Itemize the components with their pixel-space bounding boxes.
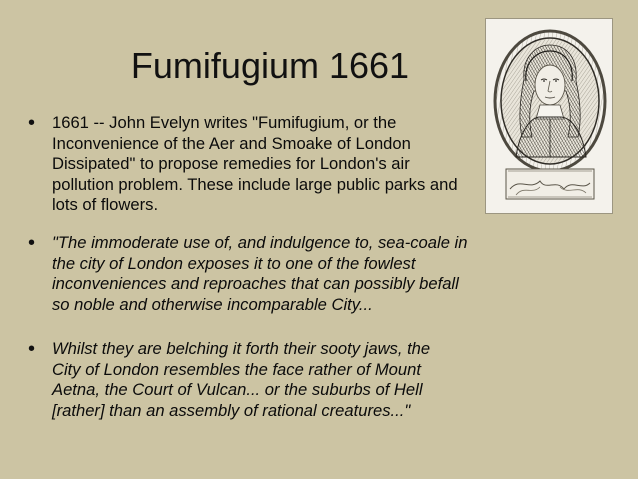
slide-title: Fumifugium 1661 [130, 45, 410, 86]
bullet-line: 1661 -- John Evelyn writes "Fumifugium, or the [52, 113, 397, 132]
bullet-line: Aetna, the Court of Vulcan... or the suburbs of Hell [52, 380, 423, 399]
bullet-line: "The immoderate use of, and indulgence to, sea-coale in [52, 233, 468, 252]
bullet-line: Inconvenience of the Aer and Smoake of London [52, 133, 411, 153]
bullet-marker: • [28, 112, 36, 134]
bullet-line: Dissipated" to propose remedies for London's air [52, 154, 410, 173]
bullet-line: so noble and otherwise incomparable City... [52, 294, 373, 314]
bullet-line: City of London resembles the face rather of Mount [52, 359, 421, 379]
bullet-marker: • [28, 232, 36, 254]
bullet-line: pollution problem. These include large public parks and [52, 174, 458, 194]
bullet-line: lots of flowers. [52, 195, 159, 214]
quote-text [52, 339, 430, 421]
quote-text [52, 233, 467, 315]
bullet-line: [rather] than an assembly of rational creatures..." [52, 400, 411, 420]
bullet-line: inconveniences and reproaches that can possibly befall [52, 274, 459, 293]
bullet-marker: • [28, 338, 36, 360]
bullet-line: the city of London exposes it to one of the fowlest [52, 253, 416, 273]
bullet-text [52, 113, 458, 216]
bullet-line: Whilst they are belching it forth their sooty jaws, the [52, 339, 431, 358]
